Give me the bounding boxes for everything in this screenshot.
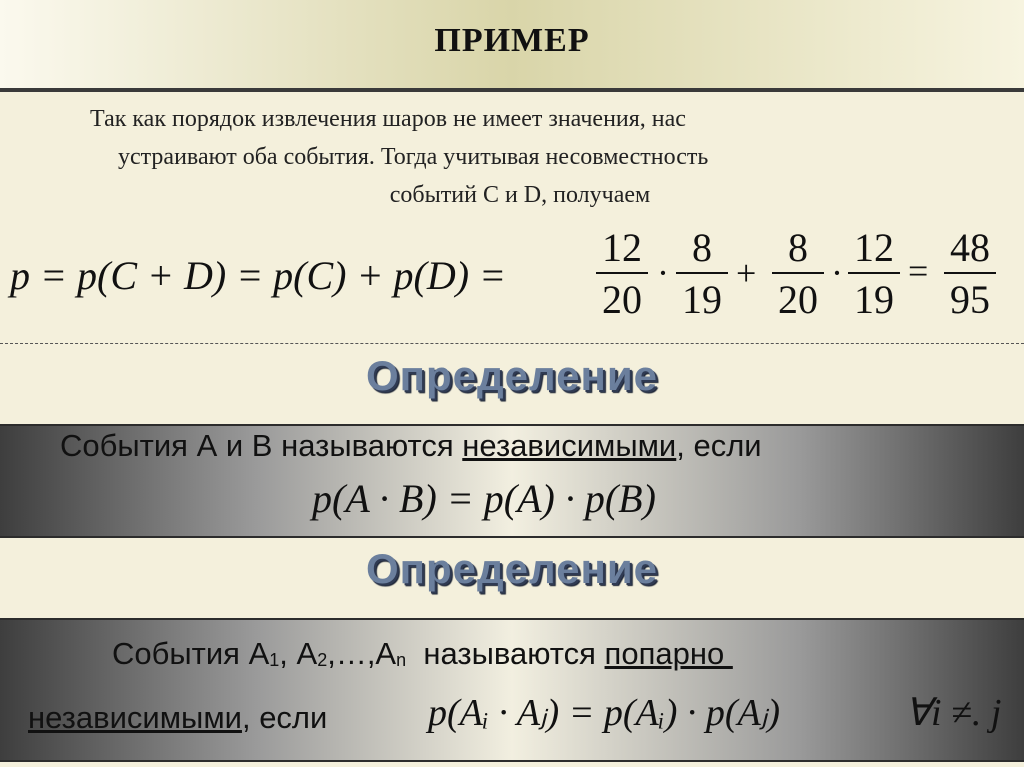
- term-pairwise: попарно: [604, 636, 733, 671]
- definition-2-line-1: [112, 636, 733, 672]
- fraction-numerator: 8: [692, 225, 712, 270]
- plus-sign: +: [736, 253, 757, 293]
- definition-2-text-pre: События А: [112, 636, 270, 671]
- term-independent-2: независимыми: [28, 700, 242, 735]
- fraction-numerator: 48: [950, 225, 990, 270]
- subscript-n: n: [396, 650, 407, 670]
- fraction-numerator: 12: [854, 225, 894, 270]
- fraction-denominator: 20: [602, 277, 642, 322]
- fraction-bar: [772, 272, 824, 274]
- definition-title-1: Определение: [365, 352, 659, 399]
- term-independent: независимыми: [462, 428, 677, 463]
- multiply-dot: ·: [657, 253, 669, 293]
- fraction-numerator: 12: [602, 225, 642, 270]
- definition-2-line-2: [28, 700, 327, 736]
- fraction-bar: [676, 272, 728, 274]
- fraction-bar: [944, 272, 996, 274]
- pairwise-independence-formula: p(Aᵢ · Aⱼ) = p(Aᵢ) · p(Aⱼ): [428, 692, 781, 734]
- slide-title: ПРИМЕР: [434, 22, 590, 59]
- fraction-bar: [596, 272, 648, 274]
- subscript-2: 2: [317, 650, 328, 670]
- example-line-2: устраивают оба события. Тогда учитывая несовместность: [118, 144, 709, 170]
- fraction-denominator: 95: [950, 277, 990, 322]
- separator-1: , А: [279, 636, 318, 671]
- equals-sign: =: [908, 251, 929, 291]
- example-line-1: Так как порядок извлечения шаров не имеет значения, нас: [90, 106, 686, 132]
- probability-formula-lhs: p = p(C + D) = p(C) + p(D) =: [10, 253, 507, 298]
- dashed-divider: [0, 343, 1024, 344]
- fraction-denominator: 20: [778, 277, 818, 322]
- quantifier-expression: ∀i ≠. j: [905, 692, 1002, 734]
- example-line-3: событий C и D, получаем: [389, 182, 651, 208]
- multiply-dot: ·: [831, 253, 843, 293]
- definition-2-text-post: , если: [241, 700, 328, 735]
- independence-formula: p(A · B) = p(A) · p(B): [312, 476, 656, 521]
- fraction-numerator: 8: [788, 225, 808, 270]
- definition-1-text: [60, 428, 762, 464]
- definition-1-text-post: , если: [676, 428, 762, 463]
- example-paragraph: [70, 100, 970, 214]
- fraction-bar: [848, 272, 900, 274]
- definition-title-2: Определение: [365, 545, 659, 592]
- definition-2-text-mid: называются: [406, 636, 605, 671]
- subscript-1: 1: [269, 650, 280, 670]
- definition-1-text-pre: События А и В называются: [60, 428, 463, 463]
- separator-2: ,…,А: [327, 636, 397, 671]
- fraction-denominator: 19: [854, 277, 894, 322]
- title-divider: [0, 88, 1024, 92]
- fraction-denominator: 19: [682, 277, 722, 322]
